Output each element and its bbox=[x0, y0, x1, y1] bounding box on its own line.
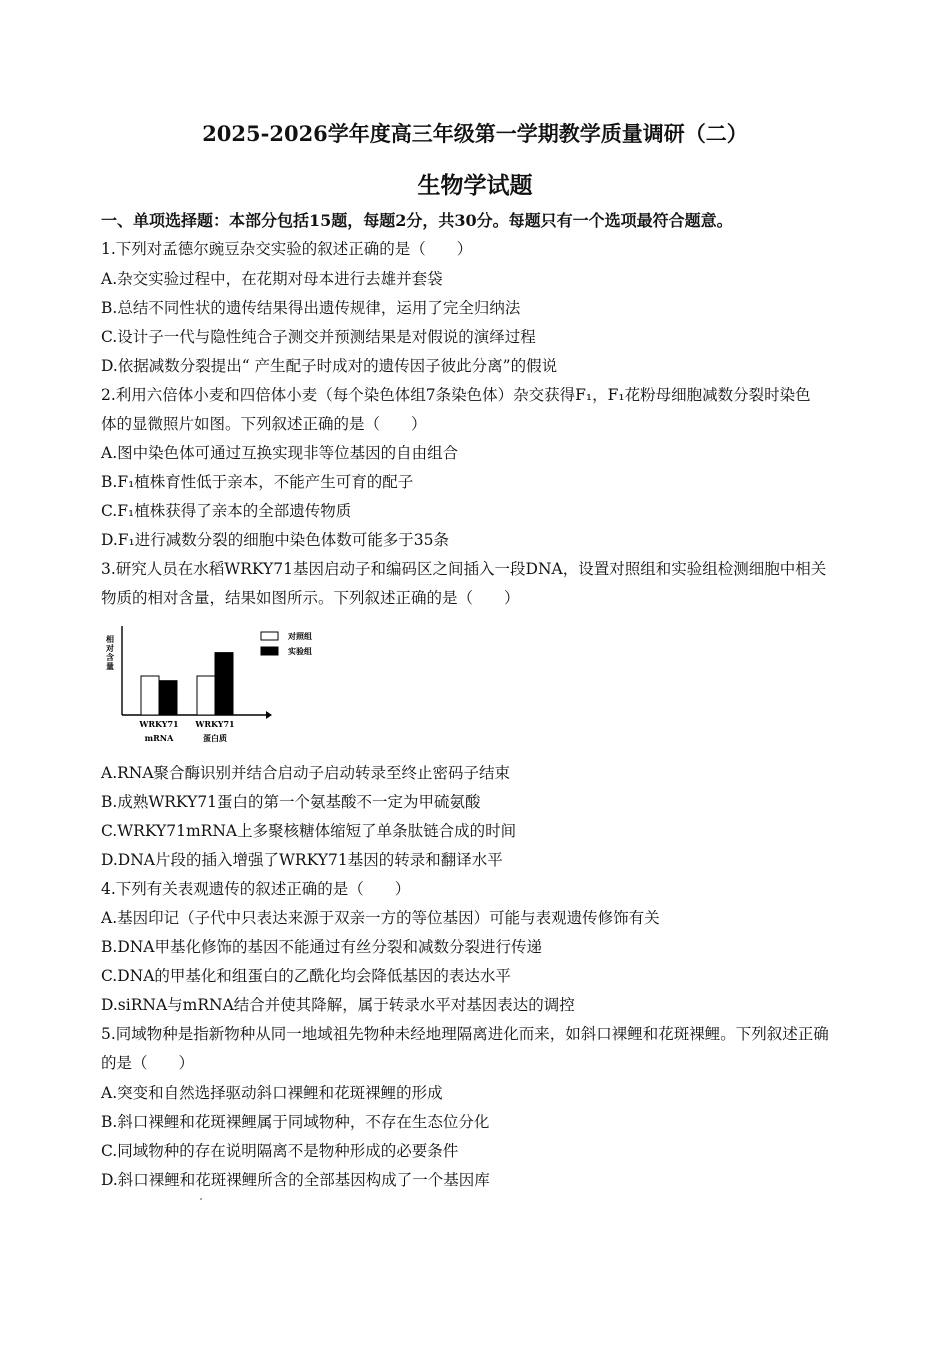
category-label-line2: mRNA bbox=[144, 733, 174, 743]
x-axis-arrow bbox=[266, 711, 272, 719]
q5-stem-line1: 5.同域物种是指新物种从同一地域祖先物种未经地理隔离进化而来，如斜口裸鲤和花斑裸鲤。下列叙述正确 bbox=[101, 1025, 829, 1043]
bar-control-0 bbox=[141, 676, 159, 715]
q3-option-c: C.WRKY71mRNA上多聚核糖体缩短了单条肽链合成的时间 bbox=[101, 822, 517, 840]
q1-option-d: D.依据减数分裂提出“ 产生配子时成对的遗传因子彼此分离”的假说 bbox=[101, 357, 558, 375]
legend-swatch bbox=[261, 632, 278, 640]
q4-option-d: D.siRNA与mRNA结合并使其降解，属于转录水平对基因表达的调控 bbox=[101, 996, 575, 1014]
q1-option-b: B.总结不同性状的遗传结果得出遗传规律，运用了完全归纳法 bbox=[101, 299, 521, 317]
section-heading: 一、单项选择题：本部分包括15题，每题2分，共30分。每题只有一个选项最符合题意。 bbox=[101, 211, 733, 230]
q3-stem-line2: 物质的相对含量，结果如图所示。下列叙述正确的是（ ） bbox=[101, 589, 520, 607]
legend-swatch bbox=[261, 647, 278, 655]
bar-control-1 bbox=[197, 676, 215, 715]
category-label-line1: WRKY71 bbox=[195, 719, 235, 729]
q4-option-b: B.DNA甲基化修饰的基因不能通过有丝分裂和减数分裂进行传递 bbox=[101, 938, 543, 956]
q5-option-b: B.斜口裸鲤和花斑裸鲤属于同域物种，不存在生态位分化 bbox=[101, 1113, 490, 1131]
q2-stem-line1: 2.利用六倍体小麦和四倍体小麦（每个染色体组7条染色体）杂交获得F₁，F₁花粉母细胞减数分裂时染色 bbox=[101, 386, 811, 404]
q4-option-a: A.基因印记（子代中只表达来源于双亲一方的等位基因）可能与表观遗传修饰有关 bbox=[101, 909, 660, 927]
scan-speck bbox=[200, 1198, 202, 1200]
legend-label: 对照组 bbox=[288, 631, 312, 641]
exam-title: 2025-2026学年度高三年级第一学期教学质量调研（二） bbox=[202, 121, 748, 146]
q1-option-a: A.杂交实验过程中，在花期对母本进行去雄并套袋 bbox=[101, 270, 443, 288]
q5-option-d: D.斜口裸鲤和花斑裸鲤所含的全部基因构成了一个基因库 bbox=[101, 1171, 490, 1189]
q4-stem: 4.下列有关表观遗传的叙述正确的是（ ） bbox=[101, 880, 411, 898]
legend-label: 实验组 bbox=[288, 646, 312, 656]
q2-option-a: A.图中染色体可通过互换实现非等位基因的自由组合 bbox=[101, 444, 459, 462]
q3-stem-line1: 3.研究人员在水稻WRKY71基因启动子和编码区之间插入一段DNA，设置对照组和实验组检测细胞中相关 bbox=[101, 560, 827, 578]
q2-option-b: B.F₁植株育性低于亲本，不能产生可育的配子 bbox=[101, 473, 414, 491]
q5-stem-line2: 的是（ ） bbox=[101, 1054, 195, 1072]
bar-experiment-0 bbox=[159, 681, 177, 715]
q5-option-a: A.突变和自然选择驱动斜口裸鲤和花斑裸鲤的形成 bbox=[101, 1084, 443, 1102]
q3-option-d: D.DNA片段的插入增强了WRKY71基因的转录和翻译水平 bbox=[101, 851, 503, 869]
q2-option-d: D.F₁进行减数分裂的细胞中染色体数可能多于35条 bbox=[101, 531, 449, 549]
q5-option-c: C.同域物种的存在说明隔离不是物种形成的必要条件 bbox=[101, 1142, 459, 1160]
category-label-line1: WRKY71 bbox=[139, 719, 179, 729]
bar-chart bbox=[96, 620, 336, 752]
q1-option-c: C.设计子一代与隐性纯合子测交并预测结果是对假说的演绎过程 bbox=[101, 328, 536, 346]
subject-title: 生物学试题 bbox=[417, 172, 533, 199]
q4-option-c: C.DNA的甲基化和组蛋白的乙酰化均会降低基因的表达水平 bbox=[101, 967, 511, 985]
bar-experiment-1 bbox=[215, 653, 233, 715]
q3-option-b: B.成熟WRKY71蛋白的第一个氨基酸不一定为甲硫氨酸 bbox=[101, 793, 481, 811]
q2-option-c: C.F₁植株获得了亲本的全部遗传物质 bbox=[101, 502, 352, 520]
category-label-line2: 蛋白质 bbox=[203, 733, 227, 743]
q2-stem-line2: 体的显微照片如图。下列叙述正确的是（ ） bbox=[101, 415, 427, 433]
q1-stem: 1.下列对孟德尔豌豆杂交实验的叙述正确的是（ ） bbox=[101, 240, 473, 258]
y-axis-label: 相对含量 bbox=[106, 634, 114, 671]
q3-option-a: A.RNA聚合酶识别并结合启动子启动转录至终止密码子结束 bbox=[101, 764, 511, 782]
